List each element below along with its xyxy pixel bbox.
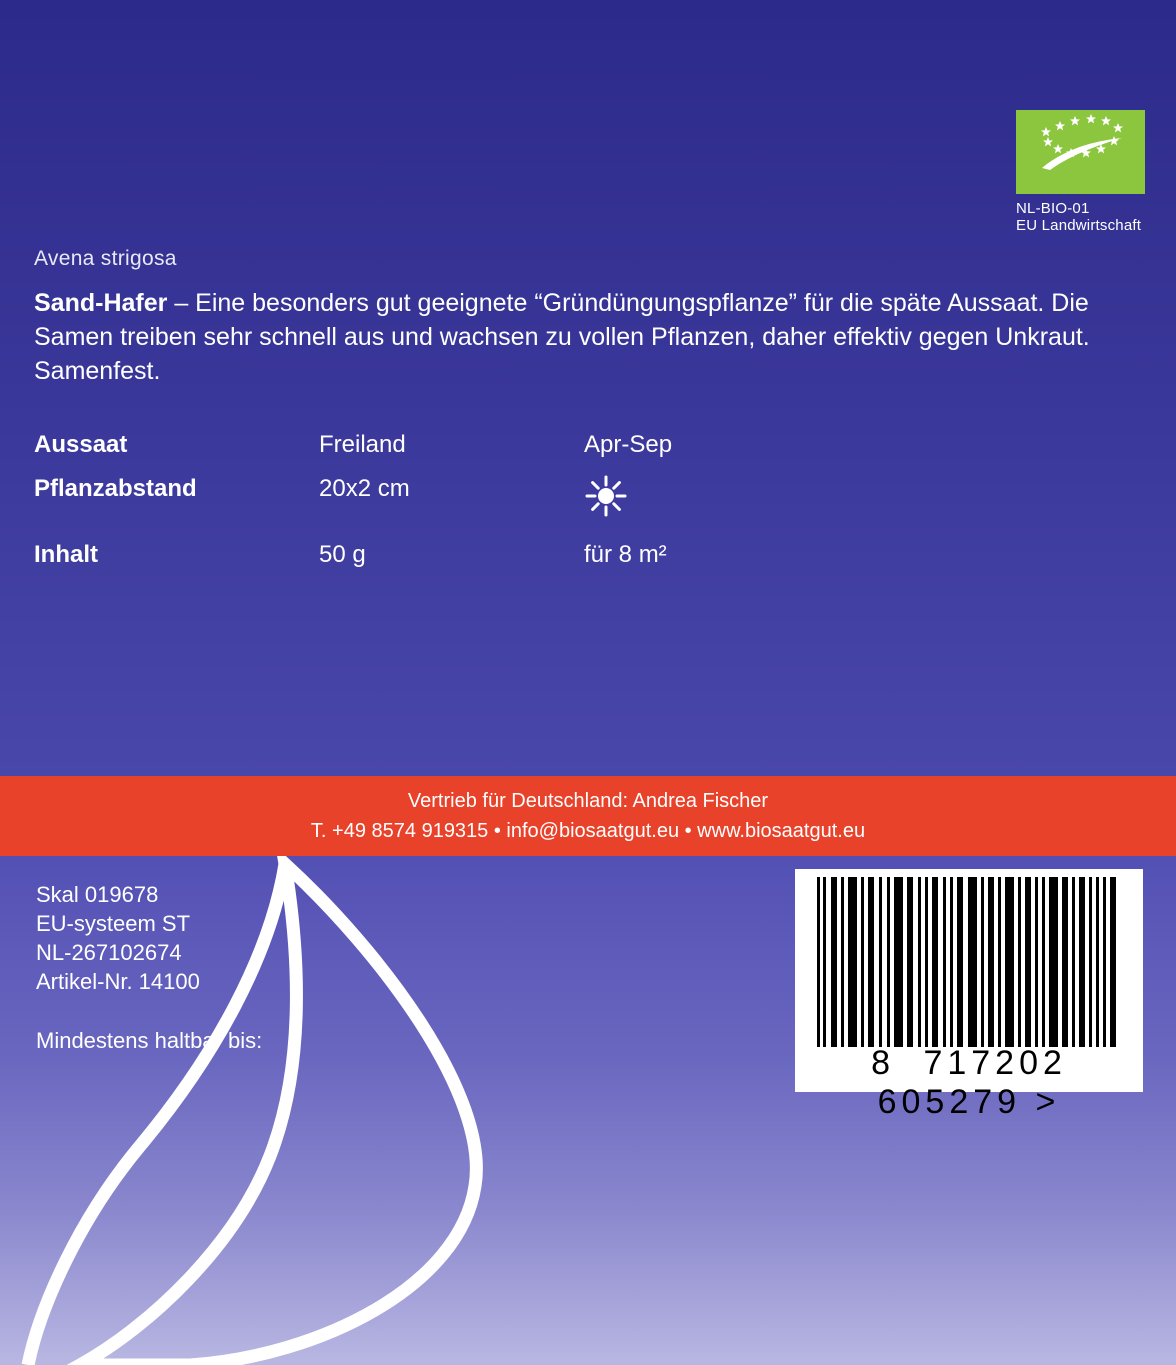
cert-skal: Skal 019678 [36, 882, 159, 907]
specs-table [34, 430, 934, 584]
bottom-info-panel [0, 856, 1176, 1365]
latin-plant-name: Avena strigosa [34, 247, 177, 270]
spec-label-sowing: Aussaat [34, 431, 128, 458]
best-before-label: Mindestens haltbar bis: [36, 1028, 263, 1053]
spec-value-content: 50 g [319, 541, 366, 568]
product-title: Sand-Hafer [34, 289, 168, 317]
table-row [34, 430, 934, 474]
eu-agriculture-label: EU Landwirtschaft [1016, 217, 1142, 234]
spec-label-spacing: Pflanzabstand [34, 475, 197, 502]
eu-organic-leaf-icon [1016, 110, 1145, 194]
distribution-band [0, 776, 1176, 856]
distributor-contact: T. +49 8574 919315 • info@biosaatgut.eu • www.biosaatgut.eu [310, 820, 866, 842]
distributor-name: Vertrieb für Deutschland: Andrea Fischer [407, 790, 769, 812]
barcode-digits-main: 717202 605279 [877, 1044, 1067, 1121]
spec-extra-sowing: Apr-Sep [584, 431, 673, 458]
barcode-bars [817, 877, 1121, 1047]
product-description [34, 286, 1149, 388]
barcode-digits [795, 1044, 1143, 1122]
spec-extra-content: für 8 m² [584, 541, 667, 568]
barcode-digit-left: 8 [871, 1044, 895, 1082]
barcode [795, 869, 1143, 1121]
spec-value-sowing: Freiland [319, 431, 406, 458]
barcode-symbol-right: > [1035, 1083, 1061, 1121]
table-row [34, 540, 934, 584]
spec-label-content: Inhalt [34, 541, 98, 568]
cert-article-number: Artikel-Nr. 14100 [36, 969, 200, 994]
description-text: – Eine besonders gut geeignete “Gründüngungspflanze” für die späte Aussaat. Die Samen treiben sehr schnell aus und wachsen zu vollen Pflanzen, daher effektiv gegen Unkraut. Samenfest. [34, 289, 1090, 385]
eu-logo-caption [1016, 200, 1156, 234]
cert-eu-system: EU-systeem ST [36, 911, 191, 936]
eu-bio-code: NL-BIO-01 [1016, 200, 1090, 217]
spec-value-spacing: 20x2 cm [319, 475, 410, 502]
table-row [34, 474, 934, 540]
certification-block [36, 880, 200, 996]
cert-nl-number: NL-267102674 [36, 940, 182, 965]
sun-icon [584, 474, 628, 526]
spec-extra-spacing [584, 474, 934, 540]
